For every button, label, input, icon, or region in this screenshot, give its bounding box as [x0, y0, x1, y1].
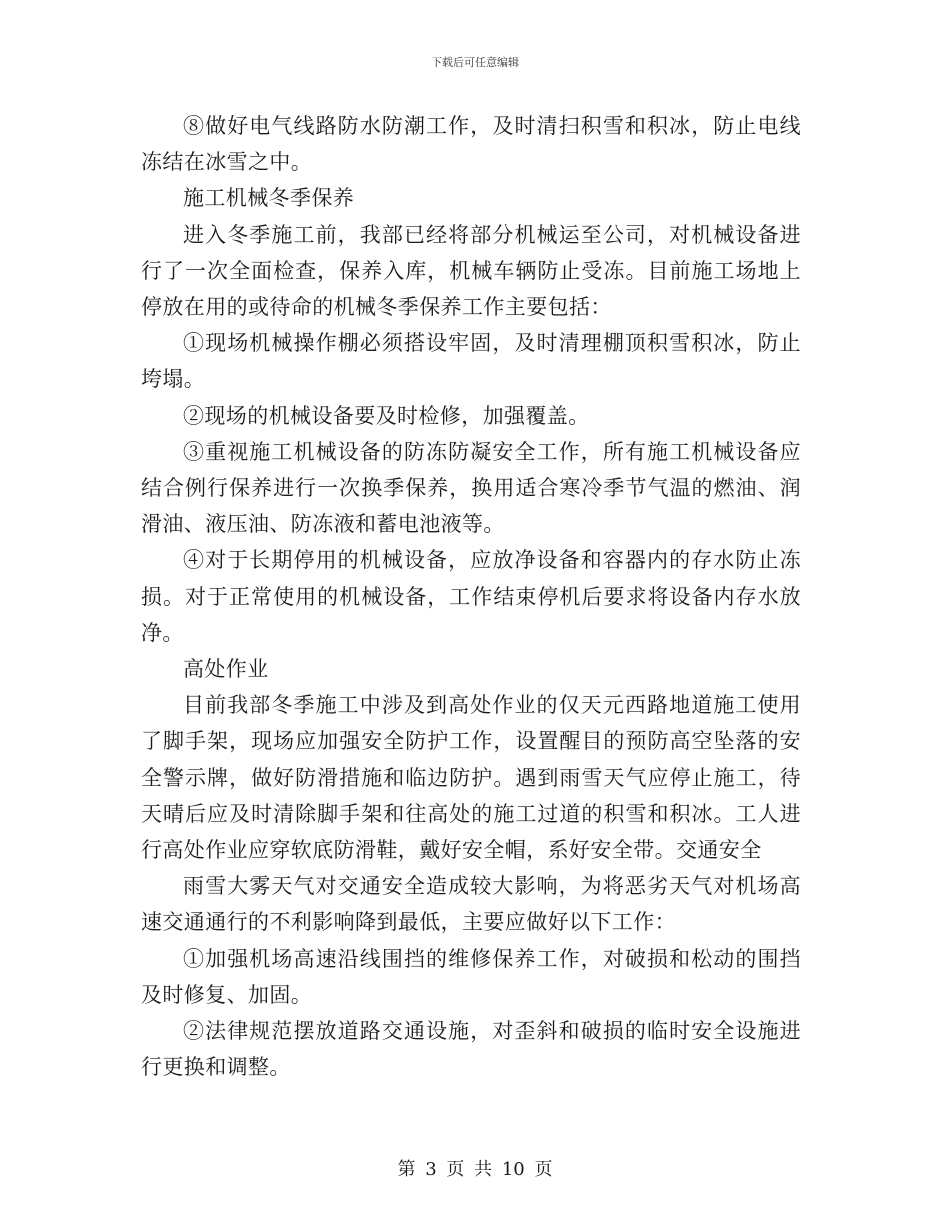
paragraph-traffic-item-1: ①加强机场高速沿线围挡的维修保养工作，对破损和松动的围挡及时修复、加固。	[141, 946, 801, 1007]
document-body	[141, 108, 801, 1085]
section-heading-machinery-winter-maintenance: 施工机械冬季保养	[183, 186, 355, 211]
paragraph-work-at-height: 目前我部冬季施工中涉及到高处作业的仅天元西路地道施工使用了脚手架，现场应加强安全防护工作，设置醒目的预防高空坠落的安全警示牌，做好防滑措施和临边防护。遇到雨雪天气应停止施工，待天晴后应及时清除脚手架和往高处的施工过道的积雪和积冰。工人进行高处作业应穿软底防滑鞋，戴好安全帽，系好安全带。交通安全	[141, 693, 801, 863]
page-header-note: 下载后可任意编辑	[431, 56, 519, 69]
paragraph-item-4-drain-water: ④对于长期停用的机械设备，应放净设备和容器内的存水防止冻损。对于正常使用的机械设备，工作结束停机后要求将设备内存水放净。	[141, 548, 801, 645]
paragraph-item-8-waterproofing: ⑧做好电气线路防水防潮工作，及时清扫积雪和积冰，防止电线冻结在冰雪之中。	[141, 114, 801, 175]
paragraph-machinery-intro: 进入冬季施工前，我部已经将部分机械运至公司，对机械设备进行了一次全面检查，保养入库，机械车辆防止受冻。目前施工场地上停放在用的或待命的机械冬季保养工作主要包括：	[141, 222, 801, 320]
section-heading-work-at-height: 高处作业	[183, 657, 269, 682]
paragraph-item-1-shed: ①现场机械操作棚必须搭设牢固，及时清理棚顶积雪积冰，防止垮塌。	[141, 331, 801, 392]
page-number: 第 3 页 共 10 页	[397, 1159, 553, 1180]
paragraph-item-3-antifreeze: ③重视施工机械设备的防冻防凝安全工作，所有施工机械设备应结合例行保养进行一次换季保养，换用适合寒冷季节气温的燃油、润滑油、液压油、防冻液和蓄电池液等。	[141, 439, 801, 537]
paragraph-traffic-safety-intro: 雨雪大雾天气对交通安全造成较大影响，为将恶劣天气对机场高速交通通行的不利影响降到最低，主要应做好以下工作：	[141, 874, 801, 935]
paragraph-item-2-repair: ②现场的机械设备要及时检修，加强覆盖。	[183, 403, 590, 428]
paragraph-traffic-item-2: ②法律规范摆放道路交通设施，对歪斜和破损的临时安全设施进行更换和调整。	[141, 1019, 801, 1080]
